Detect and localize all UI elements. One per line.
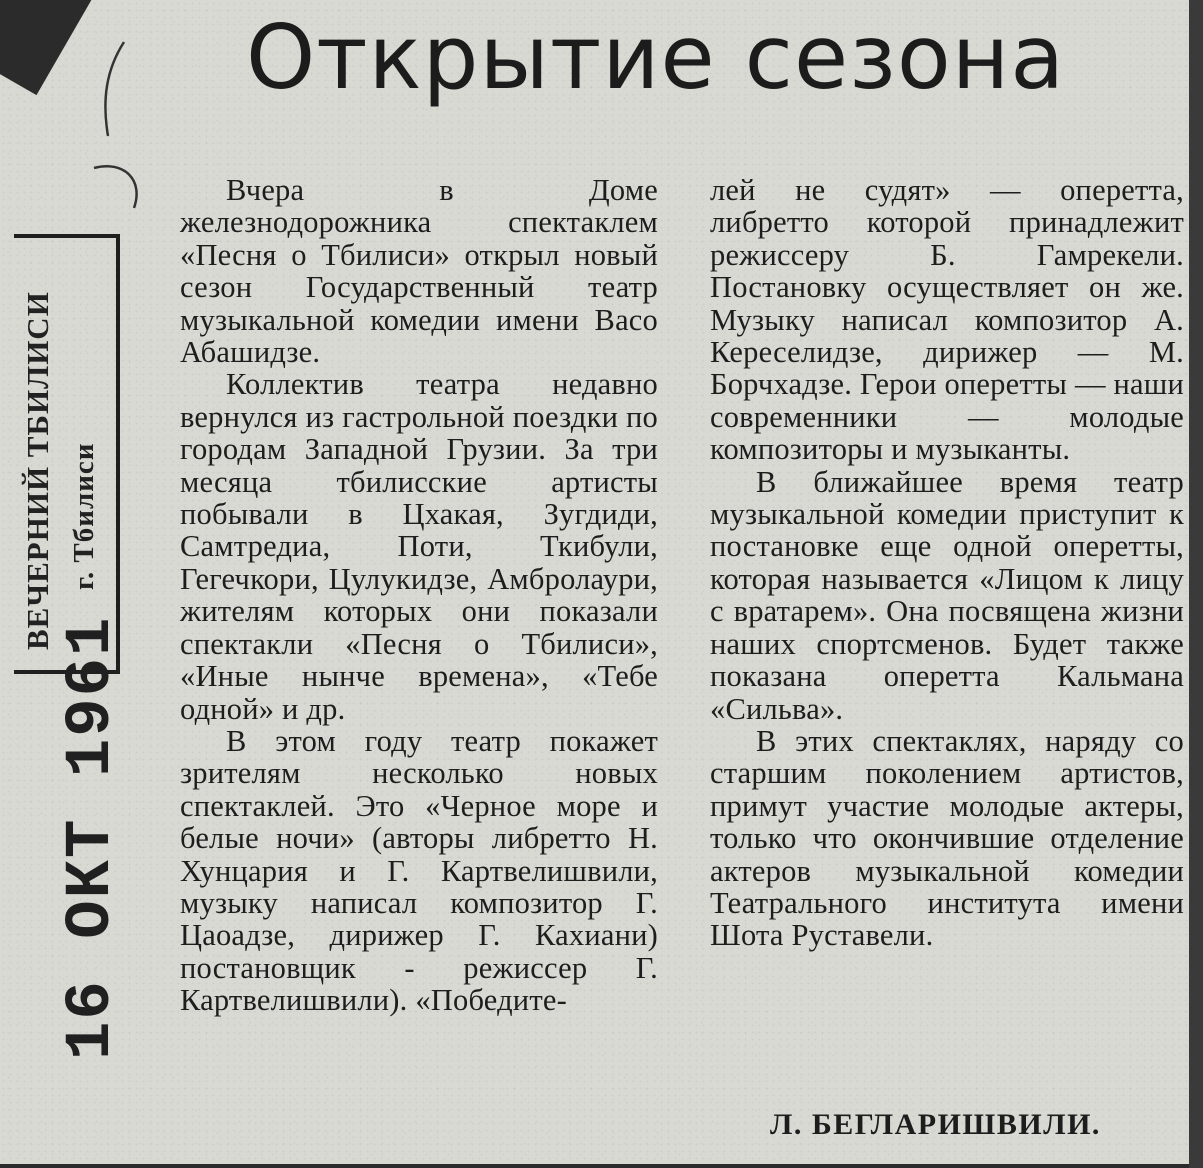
article-paragraph: лей не судят» — оперетта, либретто которой принадлежит режиссеру Б. Гамрекели. Постановку осуществляет он же. Музыку написал композитор А. Кереселидзе, дирижер — М. Борчхадзе. Герои оперетты — наши современники — молодые композиторы и музыканты. [710,173,1184,467]
article-paragraph: Коллектив театра недавно вернулся из гастрольной поездки по городам Западной Грузии. За три месяца тбилисские артисты побывали в Цхакая, Зугдиди, Самтредиа, Поти, Ткибули, Гегечкори, Цулукидзе, Амбролаури, жителям которых они показали спектакли «Песня о Тбилиси», «Иные нынче времена», «Тебе одной» и др. [180,367,658,726]
article-column-right [710,174,1184,952]
article-paragraph: В этих спектаклях, наряду со старшим поколением артистов, примут участие молодые актеры, только что окончившие отделение актеров музыкальной комедии Театрального института имени Шота Руставели. [710,723,1184,953]
stamp-city: г. Тбилиси [68,442,100,590]
stamp-newspaper-name: ВЕЧЕРНИЙ ТБИЛИСИ [20,291,55,650]
clipping-cut-corner [0,0,91,95]
article-paragraph: Вчера в Доме железнодорожника спектаклем «Песня о Тбилиси» открыл новый сезон Государственный театр музыкальной комедии имени Васо Абашидзе. [180,173,658,370]
author-byline: Л. БЕГЛАРИШВИЛИ. [770,1108,1101,1141]
pencil-mark-icon [84,40,154,210]
article-paragraph: В ближайшее время театр музыкальной комедии приступит к постановке еще одной оперетты, которая называется «Лицом к лицу с вратарем». Она посвящена жизни наших спортсменов. Будет также показана оперетта Кальмана «Сильва». [710,464,1184,726]
background-edge [1189,0,1203,1168]
date-stamp: 16 ОКТ 1961 [56,615,128,1060]
article-column-left [180,174,658,1017]
headline: Открытие сезона [246,6,1066,109]
article-paragraph: В этом году театр покажет зрителям несколько новых спектаклей. Это «Черное море и белые ночи» (авторы либретто Н. Хунцария и Г. Картвелишвили, музыку написал композитор Г. Цаоадзе, дирижер Г. Кахиани) постановщик - режиссер Г. Картвелишвили). «Победите- [180,723,658,1018]
